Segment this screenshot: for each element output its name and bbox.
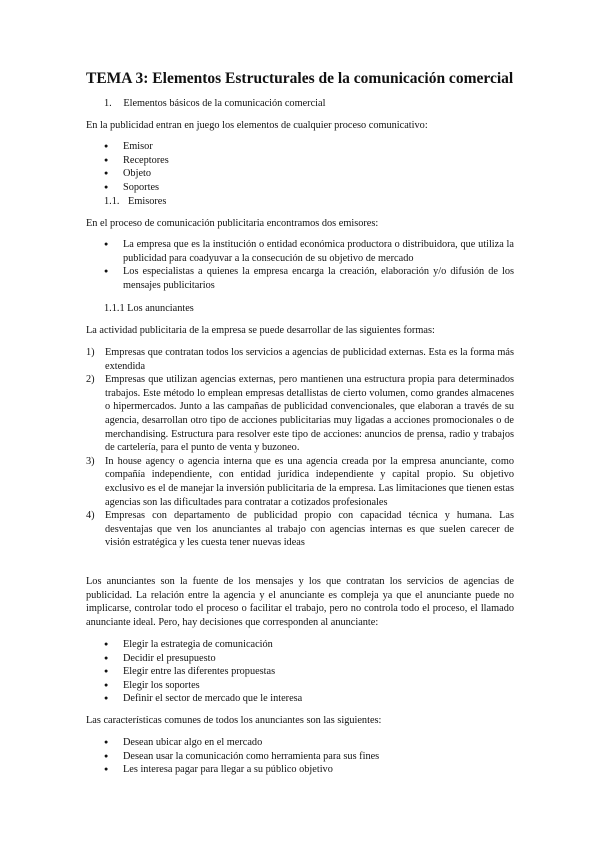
list-item: ● Los especialistas a quienes la empresa encarga la creación, elaboración y/o difusión de los mensajes publicitarios xyxy=(104,265,514,292)
list-item: ● Decidir el presupuesto xyxy=(104,652,524,666)
list-item: ● Elegir entre las diferentes propuestas xyxy=(104,665,524,679)
emisores-intro: En el proceso de comunicación publicitaria encontramos dos emisores: xyxy=(86,218,379,229)
item-number: 4) xyxy=(86,510,95,522)
forms-intro: La actividad publicitaria de la empresa se puede desarrollar de las siguientes formas: xyxy=(86,325,435,336)
list-item: ● Emisor xyxy=(104,140,524,154)
item-text: Empresas que utilizan agencias externas, pero mantienen una estructura propia para determinados trabajos. Este método lo emplean empresas detallistas de cierto volumen, como grandes almacenes o hipermercados. Junto a las campañas de publicidad convencionales, que elaboran a través de su agencia, desarrollan otro tipo de acciones publicitarias muy ligadas a acciones promocionales o de merchandising. Estructura para resolver este tipo de acciones: anuncios de prensa, radio y trabajos de cartelería, para el punto de venta y buzoneo. xyxy=(105,374,514,454)
subsection-label: Emisores xyxy=(128,196,167,207)
section-heading-1 xyxy=(104,97,325,111)
subsection-number: 1.1. xyxy=(104,196,120,207)
list-item: ● Les interesa pagar para llegar a su público objetivo xyxy=(104,763,524,777)
list-item: ● Soportes xyxy=(104,181,524,195)
list-item: ● Receptores xyxy=(104,154,524,168)
list-item: ● Elegir la estrategia de comunicación xyxy=(104,638,524,652)
list-item: ● Objeto xyxy=(104,167,524,181)
item-number: 1) xyxy=(86,347,95,358)
characteristics-list xyxy=(104,736,524,777)
list-item xyxy=(86,509,514,550)
characteristics-intro: Las características comunes de todos los anunciantes son las siguientes: xyxy=(86,715,382,726)
document-title: TEMA 3: Elementos Estructurales de la comunicación comercial xyxy=(86,70,514,87)
decisions-list xyxy=(104,638,524,706)
section-number: 1. xyxy=(104,98,112,109)
emisores-list xyxy=(104,238,514,292)
list-item: ● La empresa que es la institución o entidad económica productora o distribuidora, que utiliza la publicidad para coadyuvar a la consecución de su objetivo de mercado xyxy=(104,238,514,265)
item-text: Empresas que contratan todos los servicios a agencias de publicidad externas. Esta es la forma más extendida xyxy=(105,347,514,372)
list-item xyxy=(86,455,514,509)
item-number: 3) xyxy=(86,455,95,467)
forms-list xyxy=(86,346,514,550)
list-item: ● Desean ubicar algo en el mercado xyxy=(104,736,524,750)
section-label: Elementos básicos de la comunicación comercial xyxy=(123,98,326,109)
anunciantes-paragraph: Los anunciantes son la fuente de los mensajes y los que contratan los servicios de agencias de publicidad. La relación entre la agencia y el anunciante es compleja ya que el anunciante puede no implicarse, controlar todo el proceso o facilitar el trabajo, pero no controla todo el proceso, el llamado anunciante ideal. Pero, hay decisiones que corresponden al anunciante: xyxy=(86,576,514,628)
item-text: Empresas con departamento de publicidad propio con capacidad técnica y humana. Las desventajas que ven los anunciantes al trabajo con agencias internas es que suelen carecer de visión estratégica y les cuesta tener nuevas ideas xyxy=(105,510,514,549)
intro-paragraph: En la publicidad entran en juego los elementos de cualquier proceso comunicativo: xyxy=(86,120,428,131)
list-item: ● Definir el sector de mercado que le interesa xyxy=(104,692,524,706)
list-item: ● Elegir los soportes xyxy=(104,679,524,693)
elements-list xyxy=(104,140,524,194)
subsection-heading-1-1 xyxy=(104,195,166,209)
list-item: ● Desean usar la comunicación como herramienta para sus fines xyxy=(104,750,524,764)
list-item xyxy=(86,346,514,373)
item-number: 2) xyxy=(86,374,95,386)
item-text: In house agency o agencia interna que es una agencia creada por la empresa anunciante, como compañía independiente, con entidad jurídica independiente y capital propio. Su objetivo exclusivo es el de manejar la inversión publicitaria de la empresa. Las limitaciones que tienen estas agencias son las dificultades para contratar a cotizados profesionales xyxy=(105,455,514,508)
list-item xyxy=(86,373,514,455)
subsection-heading-1-1-1: 1.1.1 Los anunciantes xyxy=(104,303,194,314)
